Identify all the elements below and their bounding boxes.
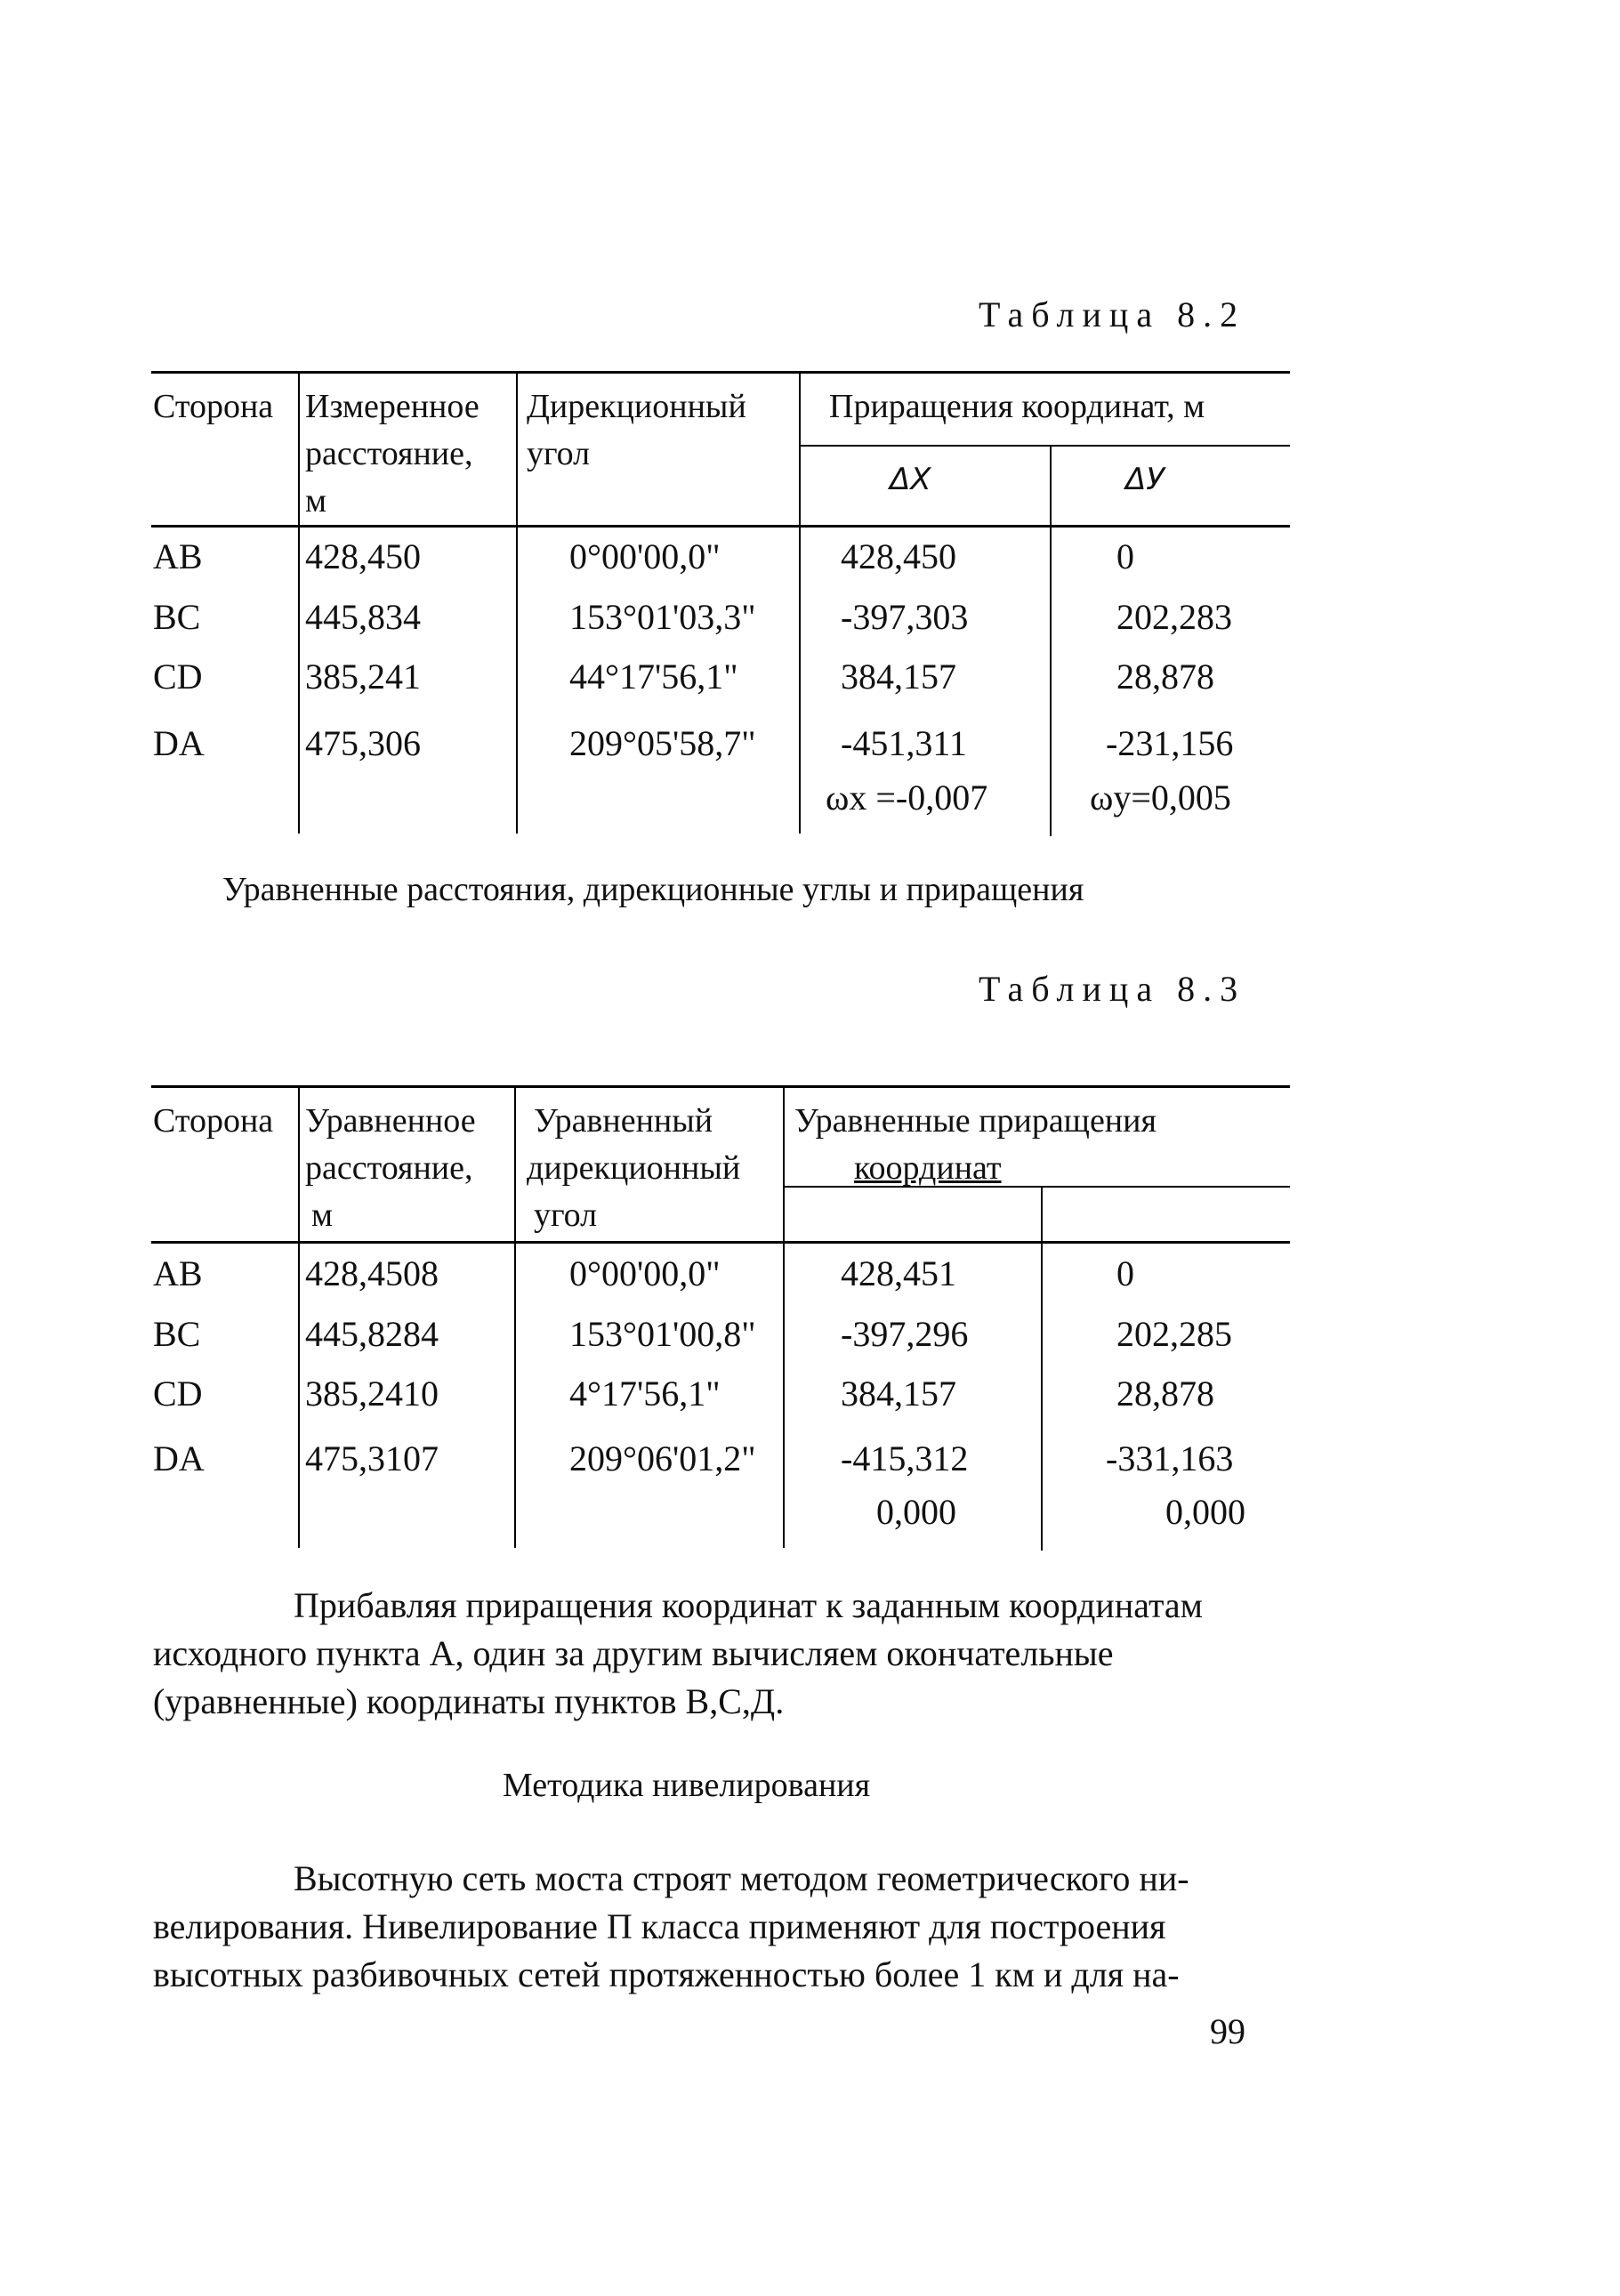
cell-dx: -451,311 <box>841 723 967 763</box>
table-rule <box>799 445 1290 447</box>
header-side: Сторона <box>153 388 274 425</box>
cell-dx: 428,451 <box>841 1253 956 1293</box>
cell-dy: -231,156 <box>1106 723 1234 763</box>
text-line: велирования. Нивелирование П класса применяют для построения <box>153 1906 1166 1946</box>
table-rule <box>516 371 518 834</box>
text-line: высотных разбивочных сетей протяженностью более 1 км и для на- <box>153 1954 1180 1994</box>
cell-dx: -415,312 <box>841 1438 969 1478</box>
cell-dx: 428,450 <box>841 536 956 576</box>
cell-angle: 44°17'56,1" <box>569 657 738 697</box>
cell-angle: 4°17'56,1" <box>569 1374 721 1414</box>
cell-side: DA <box>153 723 205 763</box>
cell-distance: 428,450 <box>305 536 421 576</box>
cell-side: AB <box>153 1253 203 1293</box>
header-increments-line1: Уравненные приращения <box>794 1102 1157 1140</box>
table-rule <box>151 525 1290 528</box>
header-dx: ΔX <box>890 462 931 497</box>
table-rule <box>799 371 801 834</box>
cell-dx: 384,157 <box>841 657 956 697</box>
cell-distance: 475,306 <box>305 723 421 763</box>
table-rule <box>151 1241 1290 1244</box>
cell-distance: 428,4508 <box>305 1253 439 1293</box>
table-rule <box>151 1085 1290 1088</box>
cell-dx: -397,296 <box>841 1314 969 1354</box>
header-distance-line1: Измеренное <box>305 388 480 425</box>
cell-angle: 209°05'58,7" <box>569 723 756 763</box>
sum-dx: 0,000 <box>876 1492 956 1532</box>
table-rule <box>298 1085 300 1548</box>
sum-dy: 0,000 <box>1165 1492 1245 1532</box>
header-increments-line2: координат <box>854 1149 1002 1187</box>
cell-side: BC <box>153 1314 201 1354</box>
table-rule <box>514 1085 516 1548</box>
header-side: Сторона <box>153 1102 274 1140</box>
cell-side: DA <box>153 1438 205 1478</box>
header-distance-line2: расстояние, <box>305 1149 473 1187</box>
header-angle-line2: дирекционный <box>527 1149 741 1187</box>
cell-dy: 28,878 <box>1116 1374 1214 1414</box>
cell-dx: 384,157 <box>841 1374 956 1414</box>
cell-dy: 28,878 <box>1116 657 1214 697</box>
cell-dy: 0 <box>1116 1253 1134 1293</box>
header-angle-line2: угол <box>527 435 591 472</box>
cell-distance: 445,834 <box>305 597 421 637</box>
text-line: (уравненные) координаты пунктов В,С,Д. <box>153 1681 785 1721</box>
cell-side: CD <box>153 657 203 697</box>
header-angle-line3: угол <box>534 1196 598 1234</box>
cell-distance: 445,8284 <box>305 1314 439 1354</box>
header-increments: Приращения координат, м <box>829 388 1205 425</box>
table-caption-8-3: Таблица 8.3 <box>979 969 1246 1009</box>
residual-y: ωy=0,005 <box>1090 777 1231 818</box>
table-rule <box>783 1085 785 1548</box>
section-heading-levelling: Методика нивелирования <box>503 1767 871 1804</box>
text-line: Высотную сеть моста строят методом геометрического ни- <box>294 1858 1189 1898</box>
cell-distance: 385,241 <box>305 657 421 697</box>
cell-angle: 153°01'00,8" <box>569 1314 756 1354</box>
cell-dy: 202,283 <box>1116 597 1232 637</box>
page-number: 99 <box>1210 2011 1245 2051</box>
cell-dy: 0 <box>1116 536 1134 576</box>
cell-side: BC <box>153 597 201 637</box>
paragraph-coordinates <box>153 1582 1287 1726</box>
section-heading-adjusted: Уравненные расстояния, дирекционные углы и приращения <box>222 871 1084 908</box>
header-distance-line3: м <box>311 1196 334 1234</box>
header-distance-line3: м <box>305 482 327 520</box>
paragraph-levelling <box>153 1855 1287 1999</box>
table-rule <box>151 371 1290 374</box>
header-angle-line1: Уравненный <box>534 1102 713 1140</box>
cell-dy: -331,163 <box>1106 1438 1234 1478</box>
header-distance-line1: Уравненное <box>305 1102 476 1140</box>
residual-x: ωx =-0,007 <box>826 777 988 818</box>
cell-angle: 0°00'00,0" <box>569 1253 721 1293</box>
header-distance-line2: расстояние, <box>305 435 473 472</box>
table-rule <box>1041 1186 1043 1551</box>
cell-distance: 475,3107 <box>305 1438 439 1478</box>
text-line: исходного пункта А, один за другим вычисляем окончательные <box>153 1633 1114 1673</box>
table-rule <box>298 371 300 834</box>
cell-side: CD <box>153 1374 203 1414</box>
cell-angle: 209°06'01,2" <box>569 1438 756 1478</box>
text-line: Прибавляя приращения координат к заданным координатам <box>294 1585 1203 1625</box>
cell-distance: 385,2410 <box>305 1374 439 1414</box>
table-rule <box>1050 445 1052 836</box>
header-dy: ΔУ <box>1125 462 1165 497</box>
cell-angle: 0°00'00,0" <box>569 536 721 576</box>
cell-side: AB <box>153 536 203 576</box>
table-caption-8-2: Таблица 8.2 <box>979 294 1246 334</box>
cell-angle: 153°01'03,3" <box>569 597 756 637</box>
cell-dy: 202,285 <box>1116 1314 1232 1354</box>
header-angle-line1: Дирекционный <box>527 388 746 425</box>
cell-dx: -397,303 <box>841 597 969 637</box>
